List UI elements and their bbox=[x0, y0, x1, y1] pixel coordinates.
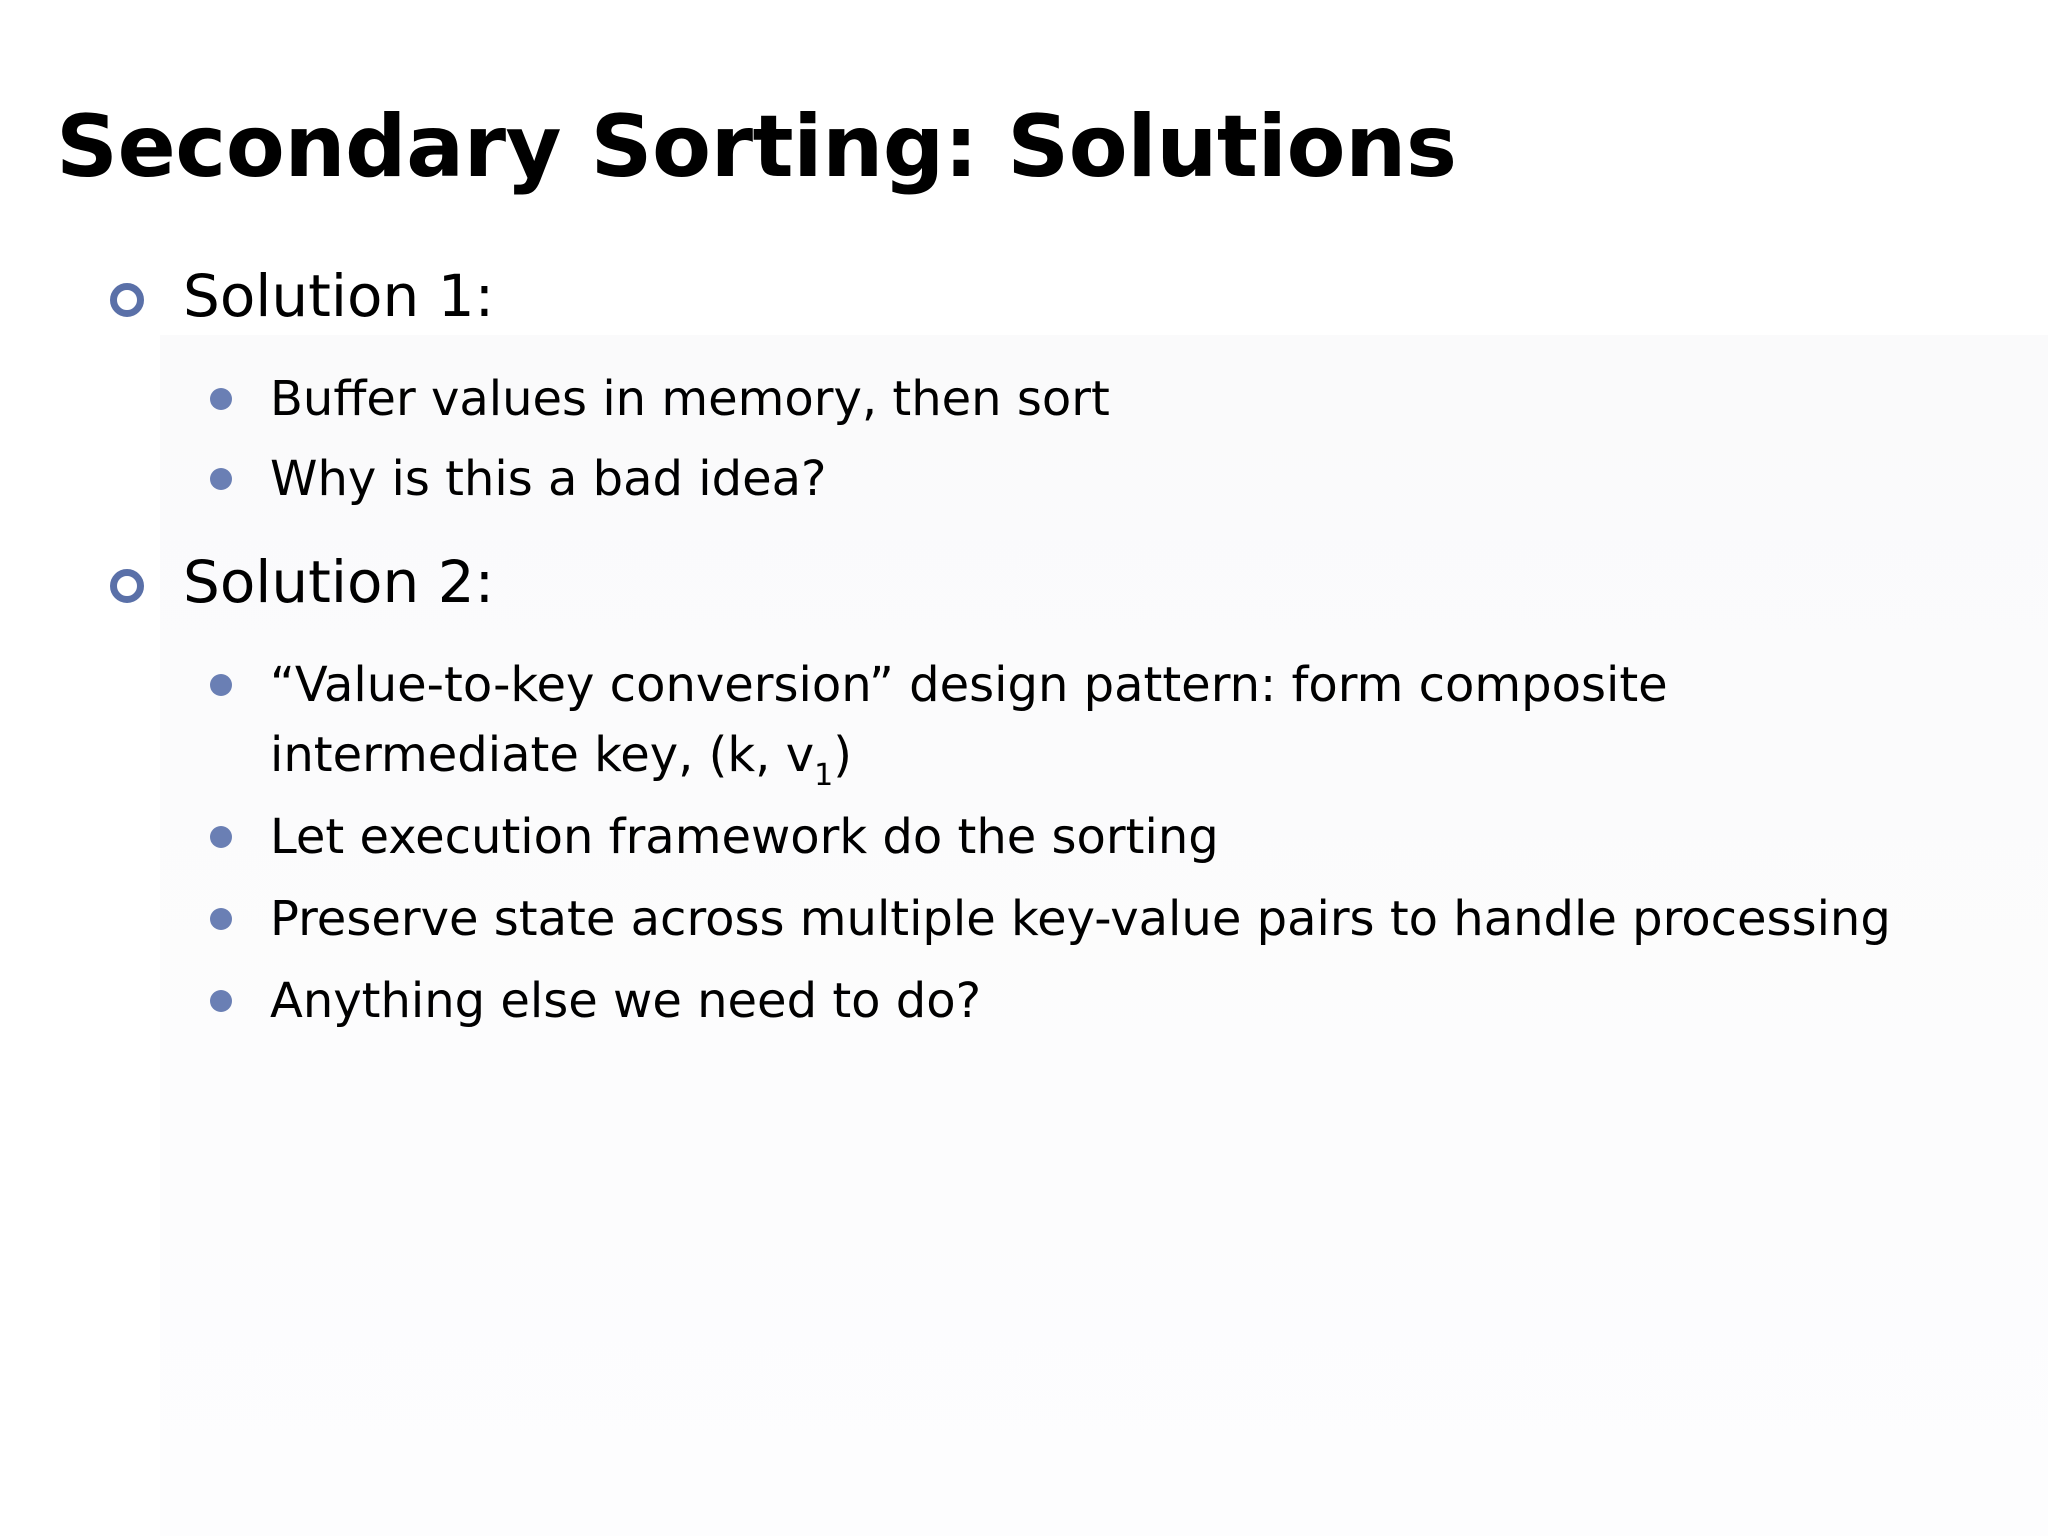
list-item-text: Anything else we need to do? bbox=[270, 973, 982, 1029]
solution-1-heading bbox=[183, 260, 494, 332]
list-item bbox=[270, 444, 1970, 514]
subscript-text: 1 bbox=[814, 758, 834, 793]
list-item bbox=[270, 650, 1970, 797]
list-item-text-before-subscript: “Value-to-key conversion” design pattern: form composite intermediate key, (k, v bbox=[270, 657, 1668, 783]
slide-title: Secondary Sorting: Solutions bbox=[56, 97, 1457, 197]
filled-circle-bullet-icon bbox=[210, 468, 232, 490]
filled-circle-bullet-icon bbox=[210, 388, 232, 410]
filled-circle-bullet-icon bbox=[210, 826, 232, 848]
list-item bbox=[270, 966, 1970, 1036]
list-item bbox=[270, 802, 1970, 872]
hollow-circle-bullet-icon bbox=[110, 283, 144, 317]
list-item-text: Buffer values in memory, then sort bbox=[270, 371, 1110, 427]
list-item bbox=[270, 364, 1970, 434]
solution-2-heading bbox=[183, 546, 494, 618]
solution-1-label: Solution 1: bbox=[183, 262, 495, 330]
filled-circle-bullet-icon bbox=[210, 990, 232, 1012]
filled-circle-bullet-icon bbox=[210, 908, 232, 930]
filled-circle-bullet-icon bbox=[210, 674, 232, 696]
solution-2-label: Solution 2: bbox=[183, 548, 495, 616]
hollow-circle-bullet-icon bbox=[110, 569, 144, 603]
list-item-text: Let execution framework do the sorting bbox=[270, 809, 1219, 865]
list-item bbox=[270, 884, 1970, 954]
list-item-text: Why is this a bad idea? bbox=[270, 451, 827, 507]
list-item-text: Preserve state across multiple key-value pairs to handle processing bbox=[270, 891, 1891, 947]
list-item-text-after-subscript: ) bbox=[833, 727, 852, 783]
